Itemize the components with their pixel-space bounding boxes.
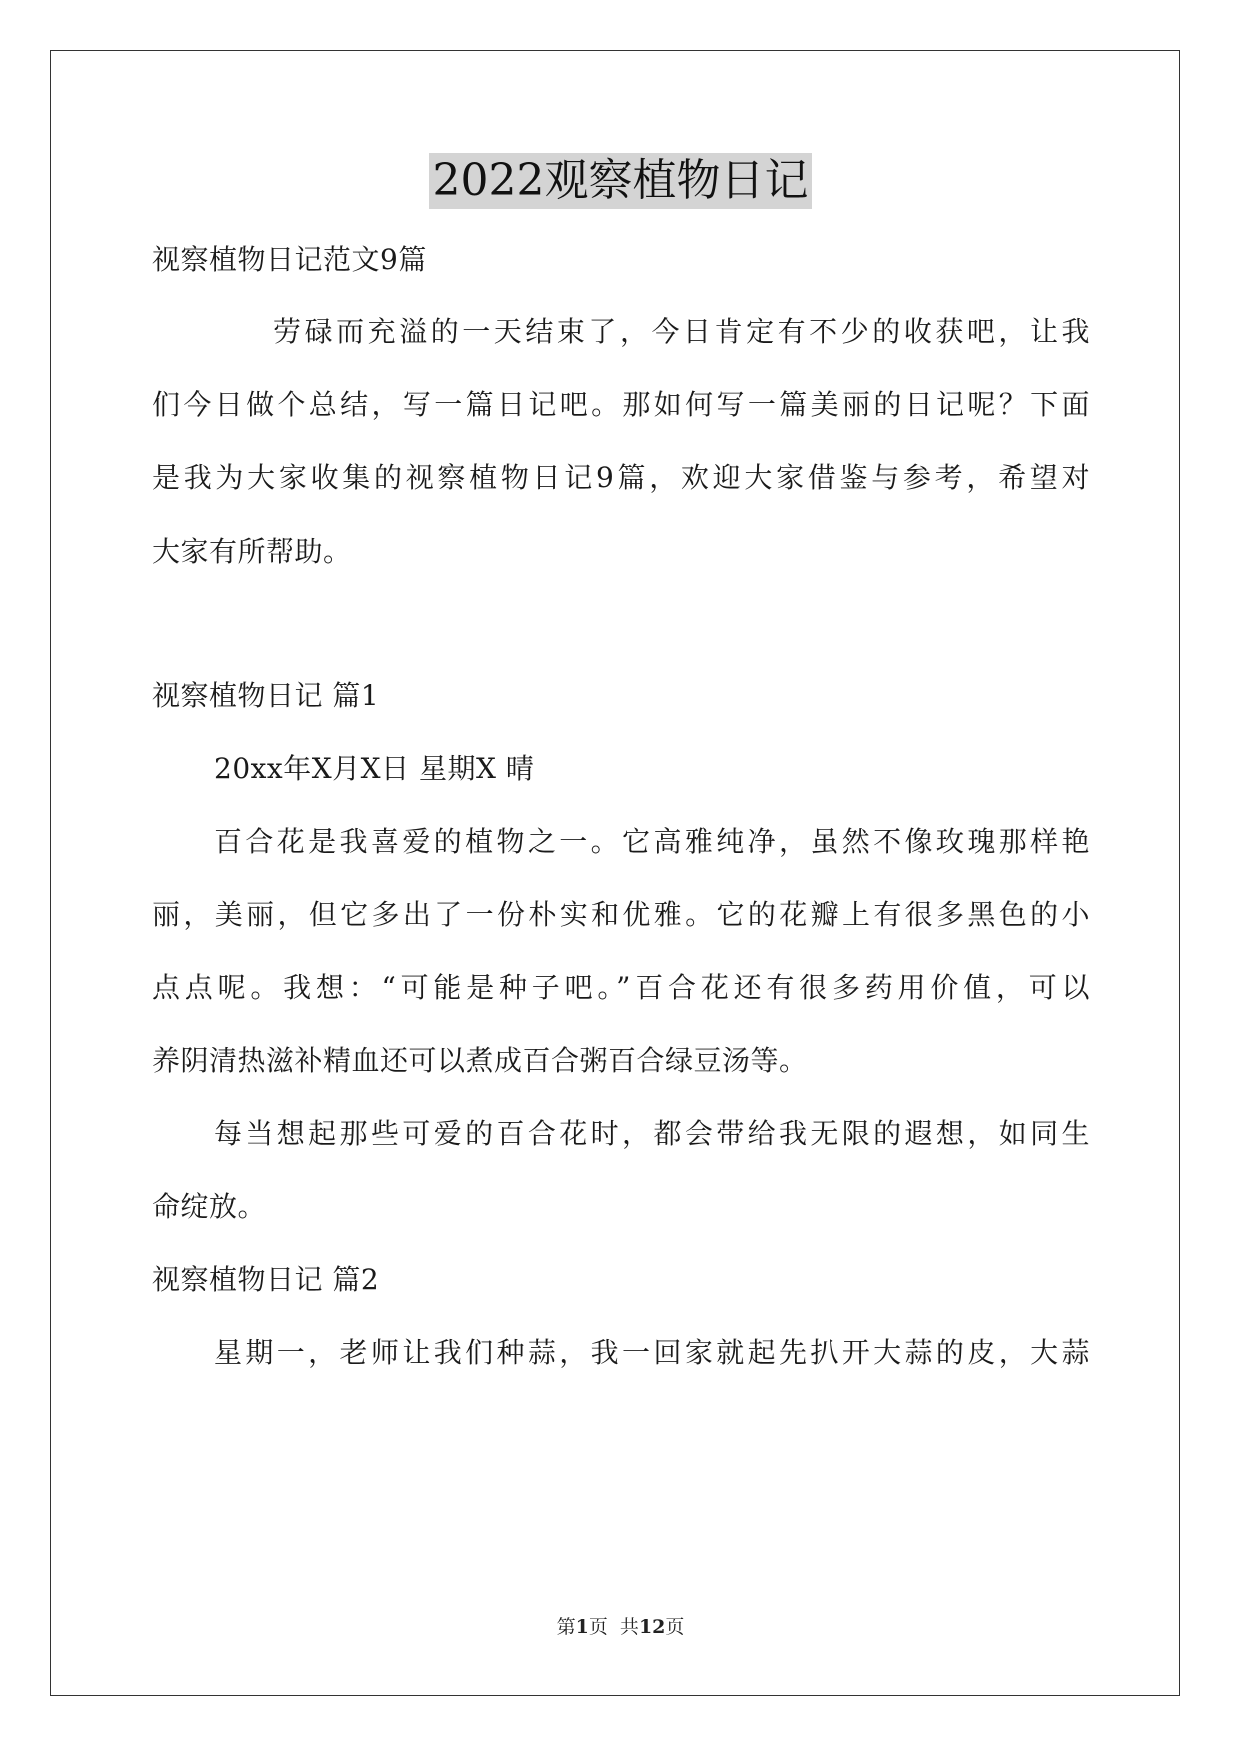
intro-line-4: 大家有所帮助。 [152,535,352,568]
title-container [0,153,1241,209]
intro-line-1: 劳碌而充溢的一天结束了，今日肯定有不少的收获吧，让我 [270,315,1090,348]
section-1-para1-line-4: 养阴清热滋补精血还可以煮成百合粥百合绿豆汤等。 [152,1044,808,1077]
section-1-para1-line-1: 百合花是我喜爱的植物之一。它高雅纯净，虽然不像玫瑰那样艳 [214,825,1090,858]
intro-line-2: 们今日做个总结，写一篇日记吧。那如何写一篇美丽的日记呢？下面 [152,388,1090,421]
section-2-para1-line-1: 星期一，老师让我们种蒜，我一回家就起先扒开大蒜的皮，大蒜 [214,1336,1090,1369]
section-1-para2-line-2: 命绽放。 [152,1190,267,1223]
footer-page-suffix: 页 [665,1616,685,1638]
document-title: 2022观察植物日记 [429,153,813,209]
document-subtitle: 视察植物日记范文9篇 [152,243,427,276]
section-1-para2-line-1: 每当想起那些可爱的百合花时，都会带给我无限的遐想，如同生 [214,1117,1090,1150]
footer-page-prefix: 第 [556,1616,576,1638]
section-1-para1-line-2: 丽，美丽，但它多出了一份朴实和优雅。它的花瓣上有很多黑色的小 [152,898,1090,931]
footer-page-current: 1 [575,1616,589,1638]
section-2-heading: 视察植物日记 篇2 [152,1263,380,1296]
section-1-date: 20xx年X月X日 星期X 晴 [214,752,535,785]
section-1-para1-line-3: 点点呢。我想：“可能是种子吧。”百合花还有很多药用价值，可以 [152,971,1090,1004]
footer-page-mid: 页 共 [588,1616,639,1638]
footer-page-total: 12 [638,1616,666,1638]
section-1-heading: 视察植物日记 篇1 [152,679,380,712]
intro-line-3: 是我为大家收集的视察植物日记9篇，欢迎大家借鉴与参考，希望对 [152,461,1090,494]
page-border [50,50,1180,1696]
page-footer [0,1615,1241,1639]
